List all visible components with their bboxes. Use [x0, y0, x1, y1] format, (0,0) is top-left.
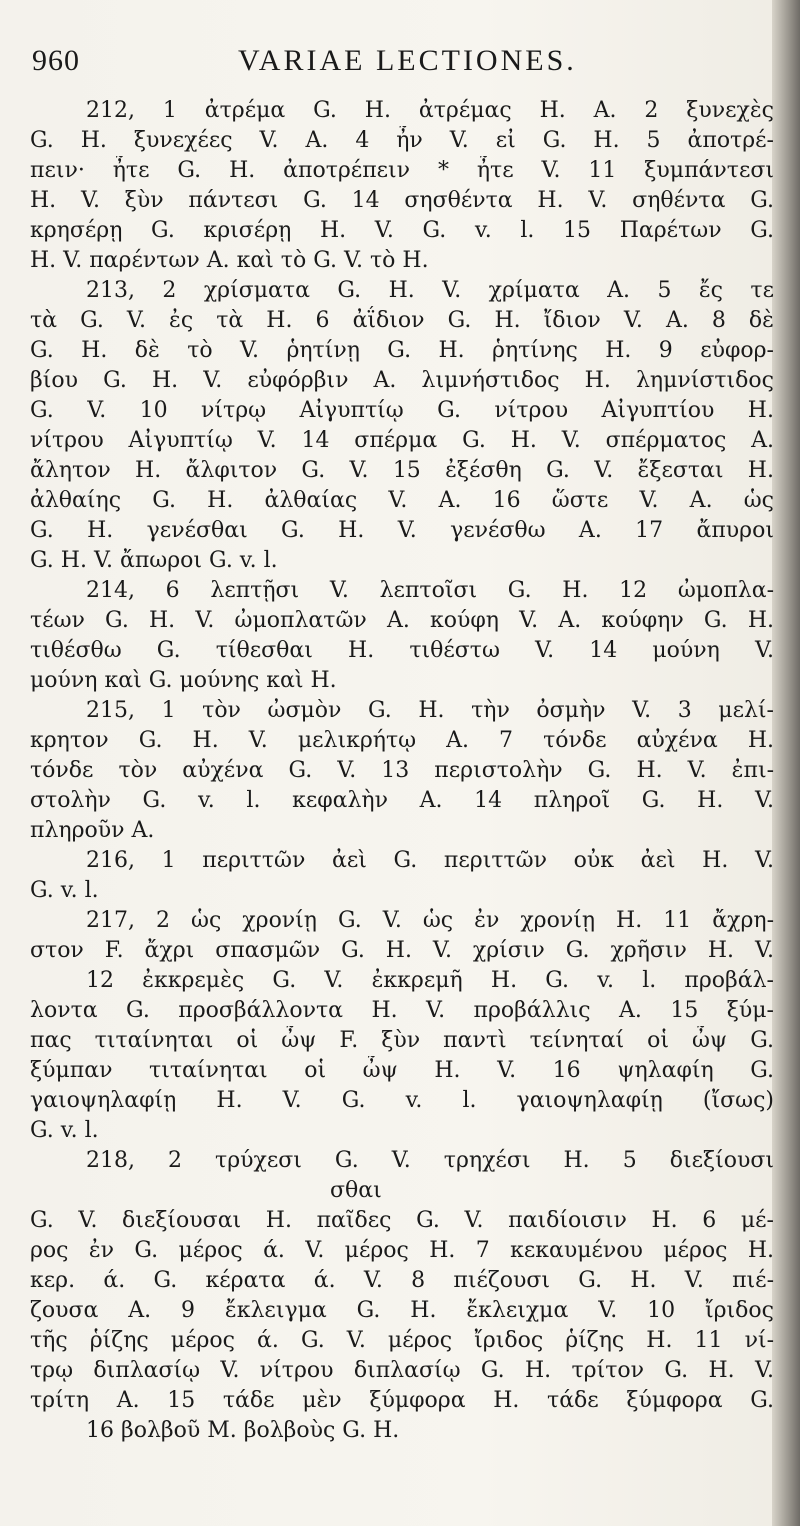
text-line: G. H. ξυνεχέες V. A. 4 ἦν V. εἰ G. H. 5 ἀποτρέ-	[30, 128, 774, 153]
text-line: 214, 6 λεπτῇσι V. λεπτοῖσι G. H. 12 ὠμοπλα-	[86, 578, 774, 603]
text-line: H. V. παρέντων A. καὶ τὸ G. V. τὸ H.	[30, 248, 429, 273]
text-line: G. V. 10 νίτρῳ Αἰγυπτίῳ G. νίτρου Αἰγυπτίου H.	[30, 398, 774, 423]
text-line: τρίτη A. 15 τάδε μὲν ξύμφορα H. τάδε ξύμφορα G.	[30, 1388, 774, 1413]
text-line: τέων G. H. V. ὠμοπλατῶν A. κούφη V. A. κούφην G. H.	[30, 608, 774, 633]
text-line: G. V. διεξίουσαι H. παῖδες G. V. παιδίοισιν H. 6 μέ-	[30, 1208, 774, 1233]
text-line: τρῳ διπλασίῳ V. νίτρου διπλασίῳ G. H. τρίτον G. H. V.	[30, 1358, 774, 1383]
text-line: τιθέσθω G. τίθεσθαι H. τιθέστω V. 14 μούνη V.	[30, 638, 774, 663]
text-line: ζουσα A. 9 ἔκλειγμα G. H. ἔκλειχμα V. 10 ἴριδος	[30, 1298, 774, 1323]
text-line: 16 βολβοῦ M. βολβοὺς G. H.	[86, 1418, 400, 1443]
text-line: 213, 2 χρίσματα G. H. V. χρίματα A. 5 ἔς τε	[86, 278, 774, 303]
running-title: VARIAE LECTIONES.	[238, 44, 577, 77]
text-line: τῆς ῥίζης μέρος ά. G. V. μέρος ἴριδος ῥίζης H. 11 νί-	[30, 1328, 774, 1353]
text-line: 215, 1 τὸν ὠσμὸν G. H. τὴν ὀσμὴν V. 3 μελί-	[86, 698, 774, 723]
page-edge-shadow	[772, 0, 800, 1526]
text-line: πας τιταίνηται οἱ ὦψ F. ξὺν παντὶ τείνηταί οἱ ὦψ G.	[30, 1028, 774, 1053]
text-line: ἄλητον H. ἄλφιτον G. V. 15 ἐξέσθη G. V. ἔξεσται H.	[30, 458, 774, 483]
text-line: G. H. δὲ τὸ V. ῥητίνῃ G. H. ῥητίνης H. 9 εὐφορ-	[30, 338, 774, 363]
text-line: 212, 1 ἀτρέμα G. H. ἀτρέμας H. A. 2 ξυνεχὲς	[86, 98, 774, 123]
text-line: G. v. l.	[30, 1118, 99, 1143]
text-line: H. V. ξὺν πάντεσι G. 14 σησθέντα H. V. σηθέντα G.	[30, 188, 774, 213]
text-line: στον F. ἄχρι σπασμῶν G. H. V. χρίσιν G. χρῆσιν H. V.	[30, 938, 774, 963]
text-line: μούνη καὶ G. μούνης καὶ H.	[30, 668, 337, 693]
text-line: τὰ G. V. ἐς τὰ H. 6 ἀΐδιον G. H. ἴδιον V. A. 8 δὲ	[30, 308, 774, 333]
page-number: 960	[32, 44, 80, 77]
text-line: ξύμπαν τιταίνηται οἱ ὦψ H. V. 16 ψηλαφίη G.	[30, 1058, 774, 1083]
text-line: 216, 1 περιττῶν ἀεὶ G. περιττῶν οὐκ ἀεὶ H. V.	[86, 848, 774, 873]
text-line: ἀλθαίης G. H. ἀλθαίας V. A. 16 ὥστε V. A. ὡς	[30, 488, 774, 513]
text-line: 217, 2 ὡς χρονίῃ G. V. ὡς ἐν χρονίῃ H. 11 ἄχρη-	[86, 908, 774, 933]
text-line: τόνδε τὸν αὐχένα G. V. 13 περιστολὴν G. H. V. ἐπι-	[30, 758, 774, 783]
text-line: G. v. l.	[30, 878, 99, 903]
text-line: κρητον G. H. V. μελικρήτῳ A. 7 τόνδε αὐχένα H.	[30, 728, 774, 753]
text-line: πληροῦν A.	[30, 818, 155, 843]
text-line: 12 ἐκκρεμὲς G. V. ἐκκρεμῆ H. G. v. l. προβάλ-	[86, 968, 774, 993]
text-line: νίτρου Αἰγυπτίῳ V. 14 σπέρμα G. H. V. σπέρματος A.	[30, 428, 774, 453]
text-line: βίου G. H. V. εὐφόρβιν A. λιμνήστιδος H. λημνίστιδος	[30, 368, 774, 393]
text-line: G. H. V. ἄπωροι G. v. l.	[30, 548, 278, 573]
text-line: στολὴν G. v. l. κεφαλὴν A. 14 πληροῖ G. H. V.	[30, 788, 774, 813]
text-line: σθαι	[330, 1178, 382, 1203]
text-line: ρος ἐν G. μέρος ά. V. μέρος H. 7 κεκαυμένου μέρος H.	[30, 1238, 774, 1263]
text-line: 218, 2 τρύχεσι G. V. τρηχέσι H. 5 διεξίουσι	[86, 1148, 774, 1173]
text-line: πειν· ἦτε G. H. ἀποτρέπειν * ἦτε V. 11 ξυμπάντεσι	[30, 158, 774, 183]
variae-lectiones-text	[30, 96, 774, 1446]
text-line: λοντα G. προσβάλλοντα H. V. προβάλλις A. 15 ξύμ-	[30, 998, 774, 1023]
page-header	[30, 40, 770, 88]
text-line: κερ. ά. G. κέρατα ά. V. 8 πιέζουσι G. H. V. πιέ-	[30, 1268, 774, 1293]
text-line: γαιοψηλαφίῃ H. V. G. v. l. γαιοψηλαφίῃ (ἴσως)	[30, 1088, 774, 1113]
text-line: G. H. γενέσθαι G. H. V. γενέσθω A. 17 ἄπυροι	[30, 518, 774, 543]
text-line: κρησέρῃ G. κρισέρῃ H. V. G. v. l. 15 Παρέτων G.	[30, 218, 774, 243]
